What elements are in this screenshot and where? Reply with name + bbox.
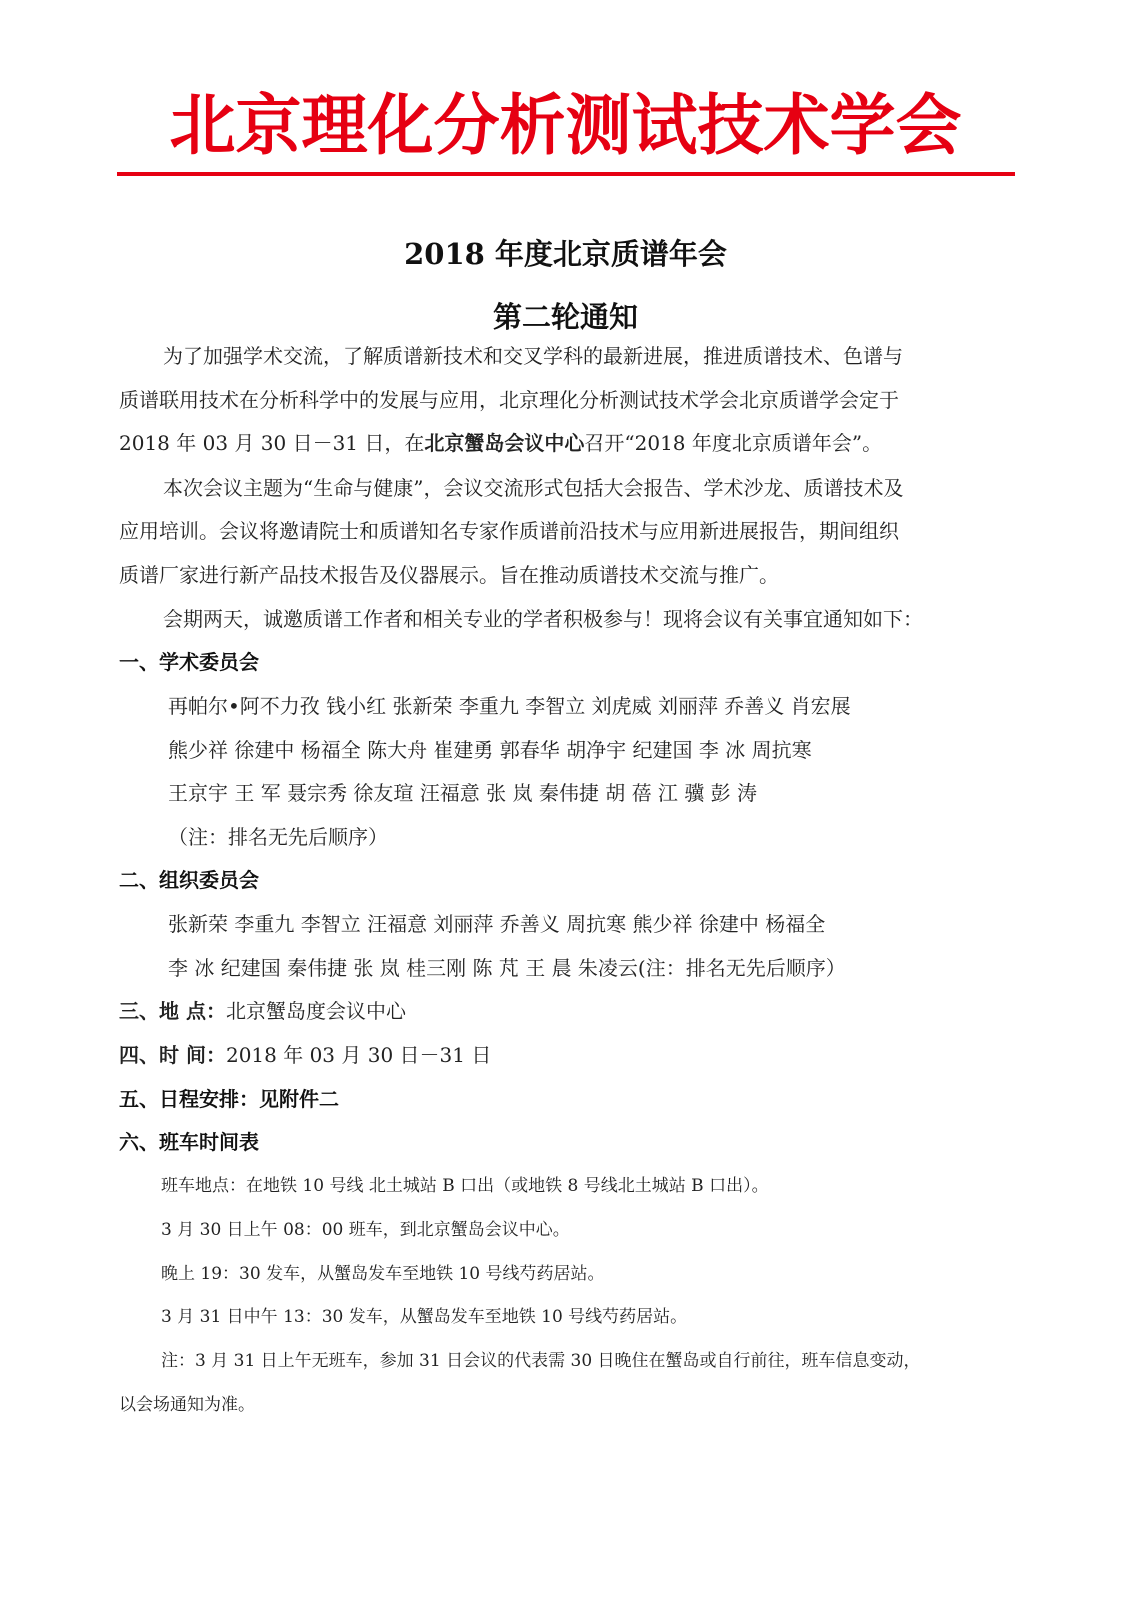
shuttle-evening-departure: 晚上 19：30 发车，从蟹岛发车至地铁 10 号线芍药居站。 bbox=[161, 1264, 605, 1284]
shuttle-morning-departure: 3 月 30 日上午 08：00 班车，到北京蟹岛会议中心。 bbox=[161, 1220, 570, 1240]
intro-paragraph-2-line-3: 质谱厂家进行新产品技术报告及仪器展示。旨在推动质谱技术交流与推广。 bbox=[119, 563, 779, 587]
notice-subtitle: 第二轮通知 bbox=[492, 300, 638, 334]
intro-paragraph-2-line-2: 应用培训。会议将邀请院士和质谱知名专家作质谱前沿技术与应用新进展报告，期间组织 bbox=[119, 519, 899, 543]
section-schedule-heading: 五、日程安排：见附件二 bbox=[119, 1087, 339, 1111]
intro-dates: 2018 年 03 月 30 日－31 日，在 bbox=[119, 431, 425, 455]
intro-paragraph-3: 会期两天，诚邀质谱工作者和相关专业的学者积极参与！现将会议有关事宜通知如下： bbox=[163, 607, 923, 631]
notice-title: 2018 年度北京质谱年会 bbox=[404, 237, 727, 271]
shuttle-pickup-location: 班车地点：在地铁 10 号线 北土城站 B 口出（或地铁 8 号线北土城站 B 口出）。 bbox=[161, 1176, 769, 1196]
letterhead-red-rule bbox=[117, 172, 1015, 176]
organizing-committee-names-row-1: 张新荣 李重九 李智立 汪福意 刘丽萍 乔善义 周抗寒 熊少祥 徐建中 杨福全 bbox=[168, 912, 826, 936]
academic-committee-names-row-1: 再帕尔•阿不力孜 钱小红 张新荣 李重九 李智立 刘虎威 刘丽萍 乔善义 肖宏展 bbox=[168, 694, 851, 718]
intro-paragraph-1-line-2: 质谱联用技术在分析科学中的发展与应用，北京理化分析测试技术学会北京质谱学会定于 bbox=[119, 388, 899, 412]
organization-letterhead-title: 北京理化分析测试技术学会 bbox=[169, 87, 962, 164]
section-location bbox=[119, 989, 1014, 1033]
section-location-heading: 三、地 点： bbox=[119, 999, 226, 1023]
shuttle-note-line-2: 以会场通知为准。 bbox=[119, 1395, 255, 1415]
academic-committee-names-row-3: 王京宇 王 军 聂宗秀 徐友瑄 汪福意 张 岚 秦伟捷 胡 蓓 江 骥 彭 涛 bbox=[168, 781, 758, 805]
organizing-committee-names-row-2: 李 冰 纪建国 秦伟捷 张 岚 桂三刚 陈 芃 王 晨 朱凌云(注：排名无先后顺序） bbox=[168, 956, 846, 980]
shuttle-note-line-1: 注：3 月 31 日上午无班车，参加 31 日会议的代表需 30 日晚住在蟹岛或自行前往，班车信息变动， bbox=[161, 1351, 921, 1371]
section-location-value: 北京蟹岛度会议中心 bbox=[225, 999, 406, 1023]
section-organizing-heading: 二、组织委员会 bbox=[119, 868, 259, 892]
section-shuttle-heading: 六、班车时间表 bbox=[119, 1130, 259, 1154]
academic-committee-names-row-2: 熊少祥 徐建中 杨福全 陈大舟 崔建勇 郭春华 胡净宇 纪建国 李 冰 周抗寒 bbox=[168, 738, 812, 762]
intro-paragraph-1-line-1: 为了加强学术交流，了解质谱新技术和交叉学科的最新进展，推进质谱技术、色谱与 bbox=[163, 344, 903, 368]
intro-event: 召开“2018 年度北京质谱年会”。 bbox=[584, 431, 883, 455]
shuttle-noon-departure: 3 月 31 日中午 13：30 发车，从蟹岛发车至地铁 10 号线芍药居站。 bbox=[161, 1307, 688, 1327]
intro-paragraph-1-line-3 bbox=[119, 421, 1014, 465]
academic-committee-note: （注：排名无先后顺序） bbox=[168, 825, 388, 849]
section-academic-heading: 一、学术委员会 bbox=[119, 650, 259, 674]
intro-paragraph-2-line-1: 本次会议主题为“生命与健康”，会议交流形式包括大会报告、学术沙龙、质谱技术及 bbox=[163, 476, 904, 500]
section-time bbox=[119, 1033, 1014, 1077]
section-time-value: 2018 年 03 月 30 日－31 日 bbox=[225, 1043, 492, 1067]
section-time-heading: 四、时 间： bbox=[119, 1043, 226, 1067]
intro-venue: 北京蟹岛会议中心 bbox=[424, 431, 585, 455]
